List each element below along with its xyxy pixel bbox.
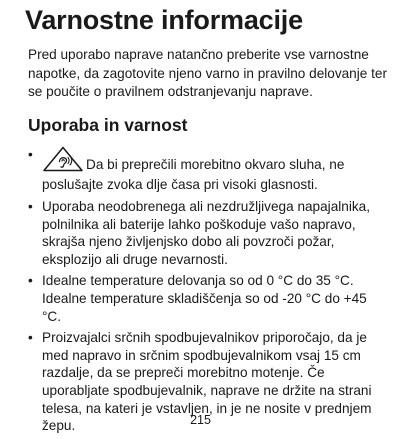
bullet: • bbox=[28, 146, 33, 162]
hearing-warning-icon bbox=[42, 146, 84, 177]
list-item-text: Proizvajalci srčnih spodbujevalnikov priporočajo, da je med napravo in srčnim spodbujevalnikom vsaj 15 cm razdalje, da se prepreči morebitno motenje. Če uporabljate spodbujevalnik, naprave ne držite na strani telesa, na kateri je vstavljen, in je ne nosite v prednjem žepu. bbox=[42, 330, 372, 434]
page-number: 215 bbox=[190, 413, 211, 427]
list-item bbox=[28, 272, 388, 325]
bullet: • bbox=[28, 330, 33, 346]
list-item-text: Idealne temperature delovanja so od 0 °C do 35 °C. Idealne temperature skladiščenja so od -20 °C do +45 °C. bbox=[42, 273, 367, 324]
intro-paragraph: Pred uporabo naprave natančno preberite vse varnostne napotke, da zagotovite njeno varno in pravilno delovanje ter se poučite o pravilnem odstranjevanju naprave. bbox=[28, 47, 387, 100]
page-title: Varnostne informacije bbox=[25, 5, 303, 35]
document-page bbox=[25, 0, 388, 439]
safety-list bbox=[28, 146, 388, 435]
list-item-text: Da bi preprečili morebitno okvaro sluha, ne poslušajte zvoka dlje časa pri visoki glasnosti. bbox=[42, 156, 345, 193]
bullet: • bbox=[28, 198, 33, 214]
section-heading: Uporaba in varnost bbox=[28, 114, 188, 135]
list-item bbox=[28, 198, 388, 268]
list-item bbox=[28, 146, 388, 194]
list-item-text: Uporaba neodobrenega ali nezdružljivega napajalnika, polnilnika ali baterije lahko poškoduje vašo napravo, skrajša njeno življenjsko dobo ali povzroči požar, eksplozijo ali druge nevarnosti. bbox=[42, 198, 370, 267]
bullet: • bbox=[28, 273, 33, 289]
